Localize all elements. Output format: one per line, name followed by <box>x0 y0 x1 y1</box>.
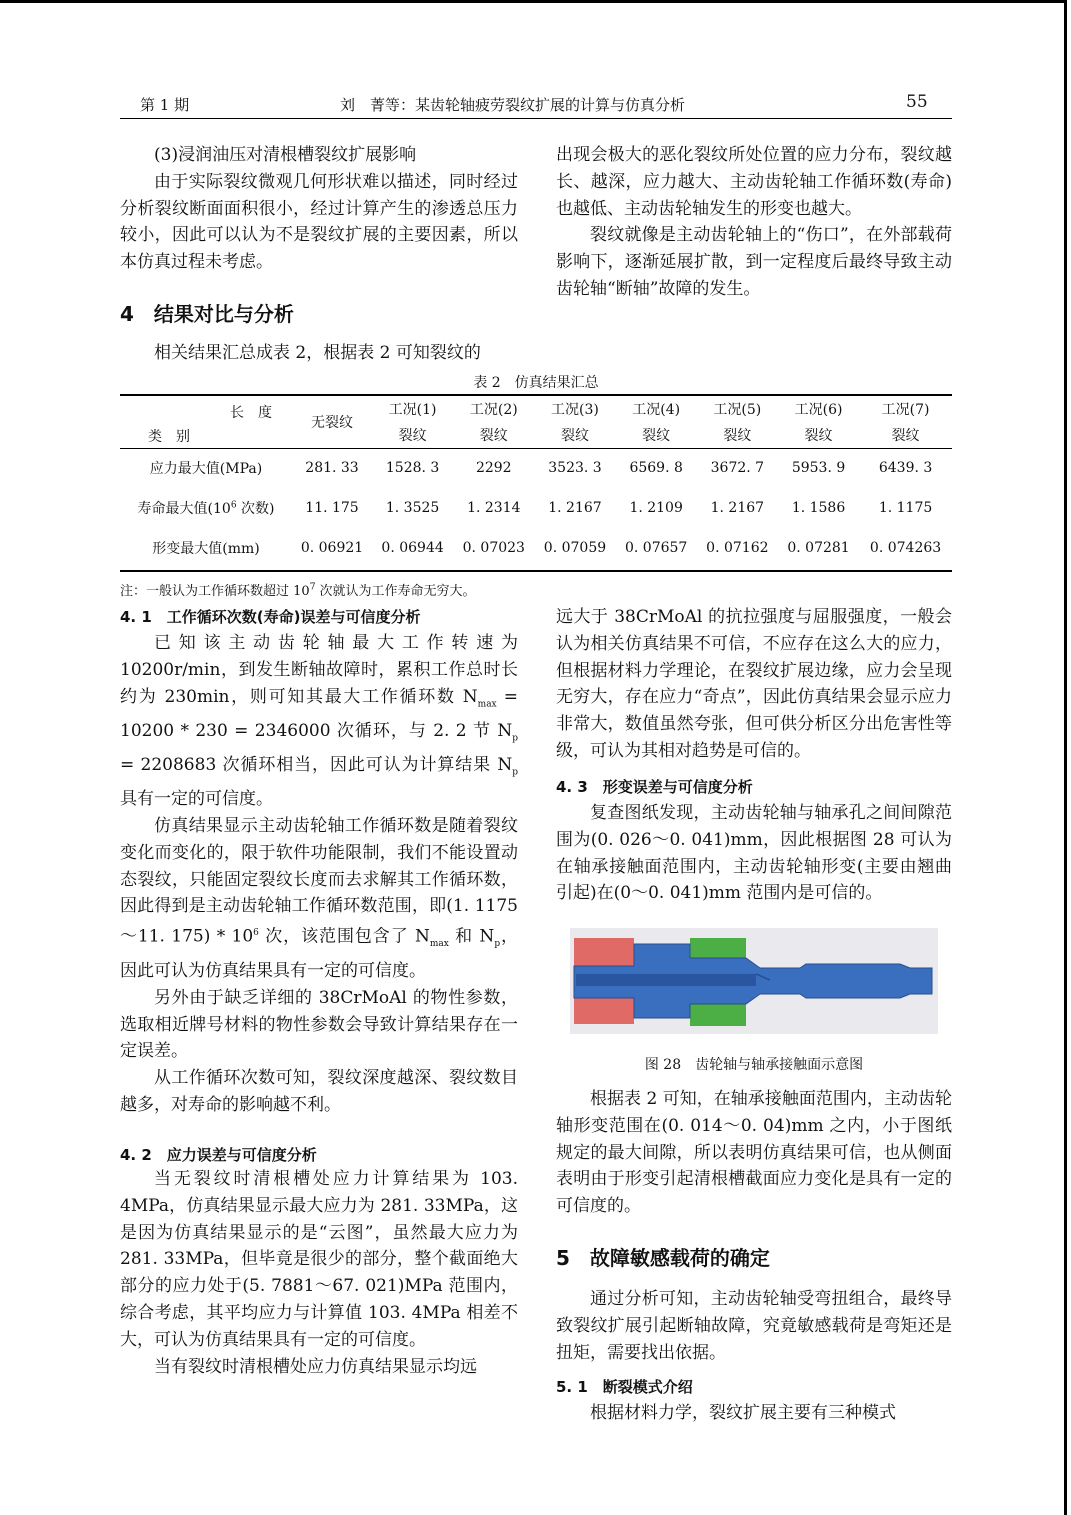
right-body-3 <box>556 1086 952 1220</box>
paragraph: 出现会极大的恶化裂纹所处位置的应力分布，裂纹越长、越深，应力越大、主动齿轮轴工作循环数(寿命)也越低、主动齿轮轴发生的形变也越大。 <box>556 145 952 219</box>
cell: 0. 074263 <box>869 540 942 556</box>
item-3: (3)浸润油压对清根槽裂纹扩展影响 <box>154 145 417 165</box>
left-body-2 <box>120 1166 518 1380</box>
cell: 1. 1175 <box>878 500 933 516</box>
running-title: 刘 菁等：某齿轮轴疲劳裂纹扩展的计算与仿真分析 <box>340 96 686 114</box>
cell: 1. 2314 <box>467 500 521 516</box>
left-body <box>120 630 518 1119</box>
cell: 0. 07281 <box>787 540 850 556</box>
cell: 2292 <box>475 460 512 476</box>
section-4-1-heading: 4. 1 工作循环次数(寿命)误差与可信度分析 <box>120 608 421 626</box>
results-table <box>120 396 952 568</box>
paragraph: 已知该主动齿轮轴最大工作转速为 10200r/min，到发生断轴故障时，累积工作总时长约为 230min，则可知其最大工作循环数 $N_{max} = 10200 * 230 = 2346000$ 次循环，与 2. 2 节 $N_p = 2208683$ 次循环相当，因此可认为计算结果 $N_p$ 具有一定的可信度。 <box>120 633 518 810</box>
col-header: 工况(7) 裂纹 <box>881 402 930 444</box>
cell: 0. 07162 <box>706 540 769 556</box>
paragraph: 远大于 38CrMoAl 的抗拉强度与屈服强度，一般会认为相关仿真结果不可信，不应存在这么大的应力，但根据材料力学理论，在裂纹扩展边缘，应力会呈现无穷大，存在应力“奇点”，因此仿真结果会显示应力非常大，数值虽然夸张，但可供分析区分出危害性等级，可认为其相对趋势是可信的。 <box>556 607 952 761</box>
header-rule <box>120 118 952 119</box>
issue-number: 第 1 期 <box>140 96 190 114</box>
cell: 3523. 3 <box>548 460 602 476</box>
table-row <box>120 448 952 488</box>
table-row <box>120 528 952 568</box>
right-body <box>556 604 952 765</box>
cell: 1528. 3 <box>385 460 440 476</box>
paragraph: 复查图纸发现，主动齿轮轴与轴承孔之间间隙范围为(0. 026～0. 041)mm，因此根据图 28 可认为在轴承接触面范围内，主动齿轮轴形变(主要由翘曲引起)在(0～0. 041)mm 范围内是可信的。 <box>556 803 952 904</box>
cell: 11. 175 <box>305 500 359 516</box>
figure-28-gear-shaft <box>570 928 938 1034</box>
table-caption: 表 2 仿真结果汇总 <box>473 375 599 391</box>
cell: 1. 3525 <box>385 500 440 516</box>
col-header: 工况(3) 裂纹 <box>551 402 599 444</box>
cell: 5953. 9 <box>791 460 846 476</box>
col-header: 工况(1) 裂纹 <box>388 402 437 444</box>
right-body-4 <box>556 1286 952 1366</box>
table-row <box>120 488 952 528</box>
cell: 1. 1586 <box>791 500 846 516</box>
paragraph: 相关结果汇总成表 2，根据表 2 可知裂纹的 <box>154 343 481 363</box>
paragraph: 仿真结果显示主动齿轮轴工作循环数是随着裂纹变化而变化的，限于软件功能限制，我们不能设置动态裂纹，只能固定裂纹长度而去求解其工作循环数，因此得到是主动齿轮轴工作循环数范围，即(1. 1175～11. $175) * 10^6$ 次，该范围包含了 $N_{max}$ 和 $N_p$，因此可认为仿真结果具有一定的可信度。 <box>120 815 519 981</box>
corner-top: 长 度 <box>230 405 272 421</box>
cell: 6439. 3 <box>878 460 933 476</box>
row-label: 应力最大值(MPa) <box>149 461 263 477</box>
table-header-row <box>120 396 952 448</box>
cell: 1. 2109 <box>629 500 683 516</box>
col-header: 工况(4) 裂纹 <box>632 402 681 444</box>
paragraph: 从工作循环次数可知，裂纹深度越深、裂纹数目越多，对寿命的影响越不利。 <box>120 1068 518 1115</box>
table-note: 注：一般认为工作循环数超过 $10^7$ 次就认为工作寿命无穷大。 <box>120 582 476 599</box>
paragraph: 当无裂纹时清根槽处应力计算结果为 103. 4MPa，仿真结果显示最大应力为 281. 33MPa，这是因为仿真结果显示的是“云图”，虽然最大应力为 281. 33MPa，但毕竟是很少的部分，整个截面绝大部分的应力处于(5. 7881～67. 021)MPa 范围内，综合考虑，其平均应力与计算值 103. 4MPa 相差不大，可认为仿真结果具有一定的可信度。 <box>120 1169 518 1350</box>
page-border-top <box>0 0 1064 3</box>
paragraph: 通过分析可知，主动齿轮轴受弯扭组合，最终导致裂纹扩展引起断轴故障，究竟敏感载荷是弯矩还是扭矩，需要找出依据。 <box>556 1289 952 1363</box>
cell: 1. 2167 <box>548 500 602 516</box>
cell: 6569. 8 <box>629 460 683 476</box>
section-4-heading: 4 结果对比与分析 <box>120 302 294 326</box>
cell: 0. 06921 <box>300 540 364 556</box>
paragraph: 根据表 2 可知，在轴承接触面范围内，主动齿轮轴形变范围在(0. 014～0. 04)mm 之内，小于图纸规定的最大间隙，所以表明仿真结果可信，也从侧面表明由于形变引起清根槽截面应力变化是具有一定的可信度的。 <box>556 1089 952 1217</box>
corner-cell <box>120 396 292 448</box>
paragraph: 由于实际裂纹微观几何形状难以描述，同时经过分析裂纹断面面积很小，经过计算产生的渗透总压力较小，因此可以认为不是裂纹扩展的主要因素，所以本仿真过程未考虑。 <box>120 171 518 273</box>
col-header: 无裂纹 <box>311 415 353 431</box>
cell: 281. 33 <box>305 460 359 476</box>
col-header: 工况(6) 裂纹 <box>794 402 843 444</box>
section-5-heading: 5 故障敏感载荷的确定 <box>556 1246 770 1270</box>
section-4-intro <box>120 340 518 367</box>
section-4-3-heading: 4. 3 形变误差与可信度分析 <box>556 778 753 796</box>
section-4-2-heading: 4. 2 应力误差与可信度分析 <box>120 1146 317 1164</box>
section-5-1-heading: 5. 1 断裂模式介绍 <box>556 1378 693 1396</box>
corner-bottom: 类 别 <box>148 429 190 445</box>
right-top-text <box>556 142 952 303</box>
right-body-5 <box>556 1400 952 1427</box>
row-label: 寿命最大值($10^6$ 次数) <box>137 500 275 517</box>
right-body-2 <box>556 800 952 907</box>
cell: 0. 06944 <box>381 540 444 556</box>
cell: 0. 07059 <box>543 540 607 556</box>
cell: 0. 07023 <box>462 540 525 556</box>
gear-shaft-diagram <box>570 928 938 1034</box>
row-label: 形变最大值(mm) <box>152 541 260 557</box>
left-top-text <box>120 142 518 276</box>
page-border-right <box>1064 0 1067 1515</box>
page-number: 55 <box>906 92 928 112</box>
paragraph: 当有裂纹时清根槽处应力仿真结果显示均远 <box>154 1356 477 1377</box>
figure-28-caption: 图 28 齿轮轴与轴承接触面示意图 <box>644 1057 864 1073</box>
cell: 1. 2167 <box>710 500 765 516</box>
col-header: 工况(5) 裂纹 <box>713 402 762 444</box>
paragraph: 裂纹就像是主动齿轮轴上的“伤口”，在外部载荷影响下，逐渐延展扩散，到一定程度后最终导致主动齿轮轴“断轴”故障的发生。 <box>556 225 952 299</box>
col-header: 工况(2) 裂纹 <box>469 402 518 444</box>
table-bottom-rule <box>120 570 952 572</box>
cell: 3672. 7 <box>710 460 765 476</box>
paragraph: 另外由于缺乏详细的 38CrMoAl 的物性参数，选取相近牌号材料的物性参数会导致计算结果存在一定误差。 <box>120 987 518 1062</box>
paragraph: 根据材料力学，裂纹扩展主要有三种模式 <box>590 1403 896 1423</box>
cell: 0. 07657 <box>624 540 688 556</box>
